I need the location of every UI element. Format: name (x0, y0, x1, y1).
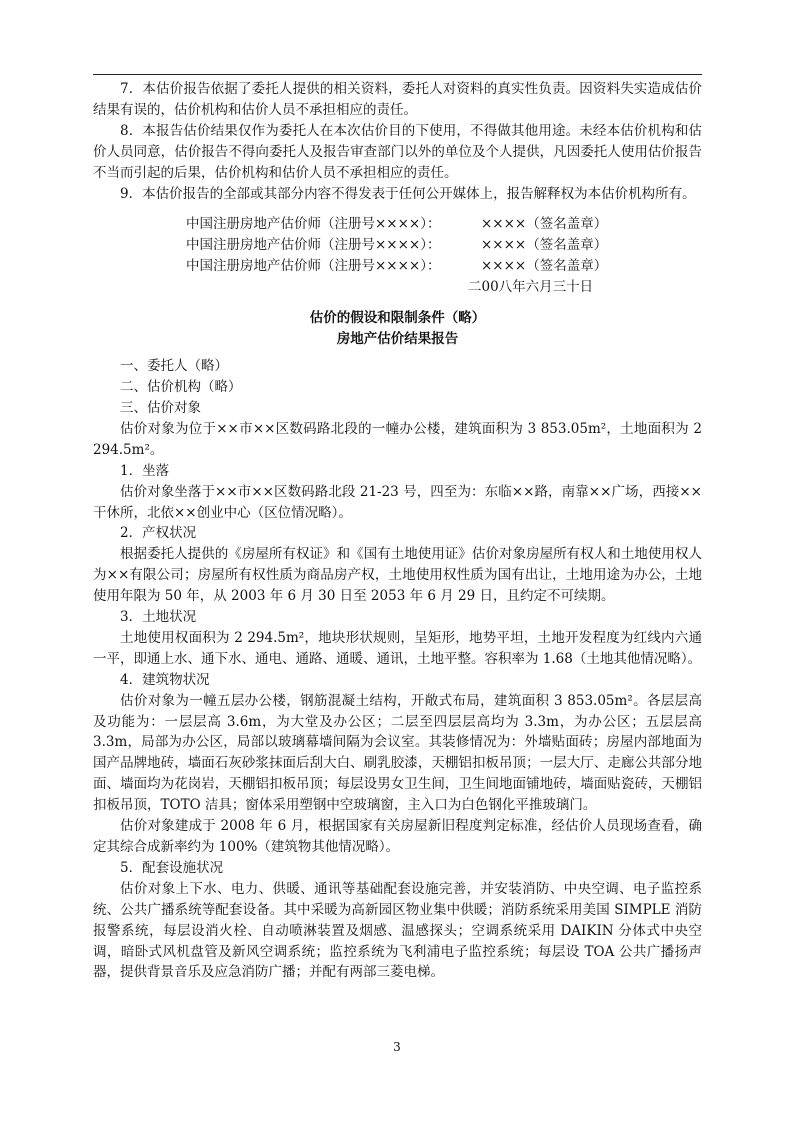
page-content (93, 79, 702, 983)
signature-seal: ××××（签名盖章） (481, 258, 608, 275)
signature-role: 中国注册房地产估价师（注册号××××）： (186, 216, 441, 233)
sub-ownership: 2．产权状况 (120, 525, 197, 542)
section-object-text: 估价对象为位于××市××区数码路北段的一幢办公楼，建筑面积为 3 853.05m²，土地面积为 2 294.5m²。 (93, 420, 702, 458)
page-number: 3 (393, 1040, 401, 1054)
signature-role: 中国注册房地产估价师（注册号××××）： (186, 237, 441, 254)
signature-role: 中国注册房地产估价师（注册号××××）： (186, 258, 441, 275)
clause-9: 9．本估价报告的全部或其部分内容不得发表于任何公开媒体上，报告解释权为本估价机构所有。 (120, 185, 696, 202)
sub-location: 1．坐落 (120, 462, 170, 479)
sub-land: 3．土地状况 (120, 609, 197, 626)
clause-8: 8．本报告估价结果仅作为委托人在本次估价目的下使用，不得做其他用途。未经本估价机构和估价人员同意，估价报告不得向委托人及报告审查部门以外的单位及个人提供，凡因委托人使用估价报告不当而引起的后果，估价机构和估价人员不承担相应的责任。 (93, 122, 702, 181)
sub-location-text: 估价对象坐落于××市××区数码路北段 21-23 号，四至为：东临××路，南靠××广场，西接××干休所，北依××创业中心（区位情况略）。 (93, 483, 702, 521)
sub-building-text-2: 估价对象建成于 2008 年 6 月，根据国家有关房屋新旧程度判定标准，经估价人员现场查看，确定其综合成新率约为 100%（建筑物其他情况略）。 (93, 818, 702, 855)
sub-facilities: 5．配套设施状况 (120, 859, 224, 876)
header-rule (93, 74, 702, 75)
heading-result-report: 房地产估价结果报告 (336, 331, 459, 348)
heading-assumptions: 估价的假设和限制条件（略） (309, 310, 486, 327)
signature-seal: ××××（签名盖章） (481, 216, 608, 233)
sub-facilities-text: 估价对象上下水、电力、供暖、通讯等基础配套设施完善，并安装消防、中央空调、电子监控系统、公共广播系统等配套设备。其中采暖为高新园区物业集中供暖；消防系统采用美国 SIMPLE 消防报警系统，每层设消火栓、自动喷淋装置及烟感、温感探头；空调系统采用 DAIKIN 分体式中央空调，暗卧式风机盘管及新风空调系统；监控系统为飞利浦电子监控系统；每层设 TOA 公共广播扬声器，提供背景音乐及应急消防广播；并配有两部三菱电梯。 (93, 880, 702, 981)
section-agency: 二、估价机构（略） (120, 379, 242, 396)
sub-land-text: 土地使用权面积为 2 294.5m²，地块形状规则，呈矩形，地势平坦，土地开发程度为红线内六通一平，即通上水、通下水、通电、通路、通暖、通讯，土地平整。容积率为 1.68（土地其他情况略）。 (93, 629, 702, 667)
clause-7: 7．本估价报告依据了委托人提供的相关资料，委托人对资料的真实性负责。因资料失实造成估价结果有误的，估价机构和估价人员不承担相应的责任。 (93, 81, 702, 118)
signature-line (93, 214, 702, 235)
section-client: 一、委托人（略） (120, 358, 228, 375)
sub-ownership-text: 根据委托人提供的《房屋所有权证》和《国有土地使用证》估价对象房屋所有权人和土地使用权人为××有限公司；房屋所有权性质为商品房产权，土地使用权性质为国有出让，土地用途为办公，土地使用年限为 50 年，从 2003 年 6 月 30 日至 2053 年 6 月 29 日，且约定不可续期。 (93, 546, 702, 605)
section-object: 三、估价对象 (120, 399, 201, 416)
sub-building: 4．建筑物状况 (120, 671, 210, 688)
signature-line (93, 256, 702, 277)
report-date: 二00八年六月三十日 (468, 279, 594, 296)
signature-seal: ××××（签名盖章） (481, 237, 608, 254)
signature-line (93, 235, 702, 256)
sub-building-text: 估价对象为一幢五层办公楼，钢筋混凝土结构，开敞式布局，建筑面积 3 853.05m²。各层层高及功能为：一层层高 3.6m，为大堂及办公区；二层至四层层高均为 3.3m，为办公区；五层层高 3.3m，局部为办公区，局部以玻璃幕墙间隔为会议室。其装修情况为：外墙贴面砖；房屋内部地面为国产品牌地砖，墙面石灰砂浆抹面后刮大白、刷乳胶漆，天棚铝扣板吊顶；一层大厅、走廊公共部分地面、墙面均为花岗岩，天棚铝扣板吊顶；每层设男女卫生间，卫生间地面铺地砖，墙面贴瓷砖，天棚铝扣板吊顶，TOTO 洁具；窗体采用塑钢中空玻璃窗，主入口为白色钢化平推玻璃门。 (93, 692, 702, 814)
